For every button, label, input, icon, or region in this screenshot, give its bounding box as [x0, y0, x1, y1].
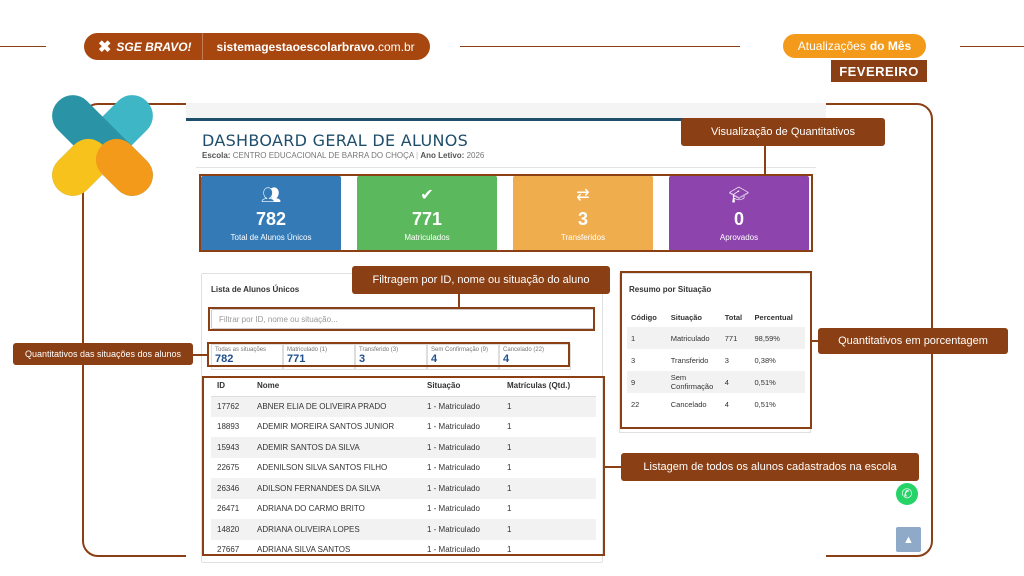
cell-name: ADRIANA SILVA SANTOS — [257, 545, 351, 555]
cell-name: ADEMIR SANTOS DA SILVA — [251, 437, 421, 458]
stat-label: Todas as situações — [215, 347, 267, 353]
cell-count: 1 — [501, 437, 596, 458]
cell-id: 26346 — [211, 478, 251, 499]
cell-id: 22675 — [217, 463, 240, 473]
brand-site-prefix: sistemagestaoescolarbravo — [216, 39, 375, 54]
year-label: Ano Letivo: — [420, 151, 465, 160]
column-header: Total — [724, 312, 743, 322]
cell-percent: 0,38% — [754, 355, 776, 365]
cell-name: ADENILSON SILVA SANTOS FILHO — [257, 463, 388, 473]
brand-bar[interactable] — [84, 33, 430, 60]
callout-quantitativos: Visualização de Quantitativos — [681, 118, 885, 146]
callout-listagem: Listagem de todos os alunos cadastrados na escola — [621, 453, 919, 481]
card-aprovados-label: Aprovados — [719, 233, 759, 242]
updates-badge — [783, 34, 926, 58]
cell-name: ADILSON FERNANDES DA SILVA — [251, 478, 421, 499]
cell-total: 4 — [724, 399, 729, 409]
exchange-icon: ⇄ — [576, 187, 590, 204]
cell-name: ABNER ELIA DE OLIVEIRA PRADO — [251, 396, 421, 417]
cell-total: 4 — [721, 371, 751, 393]
cell-count: 1 — [507, 463, 512, 473]
stat-value: 771 — [287, 353, 306, 365]
brand-logo-badge — [84, 33, 203, 60]
cell-code: 1 — [627, 327, 667, 349]
connector-line — [458, 293, 460, 308]
column-header: Situação — [670, 312, 702, 322]
column-header[interactable]: Matrículas (Qtd.) — [501, 376, 596, 396]
school-info: Escola: CENTRO EDUCACIONAL DE BARRA DO CHOÇA | Ano Letivo: 2026 — [202, 151, 485, 160]
connector-line — [764, 145, 766, 175]
brand-site-suffix: .com.br — [374, 39, 415, 54]
column-header[interactable]: ID — [211, 376, 251, 396]
cell-total: 771 — [721, 327, 751, 349]
stat-value: 4 — [431, 353, 438, 365]
cell-status: Cancelado — [670, 399, 707, 409]
cell-code: 3 — [631, 355, 636, 365]
cell-status: 1 - Matriculado — [421, 478, 501, 499]
graduation-cap-icon: 🎓︎ — [728, 187, 750, 204]
cell-count: 1 — [507, 545, 512, 555]
highlight-filter — [208, 307, 595, 331]
cell-percent: 0,51% — [751, 371, 805, 393]
cell-status: Matriculado — [667, 327, 721, 349]
card-matriculados-value: 771 — [411, 209, 443, 229]
filter-input[interactable]: Filtrar por ID, nome ou situação... — [211, 309, 594, 329]
cell-status: 1 - Matriculado — [421, 396, 501, 417]
card-matriculados-label: Matriculados — [404, 233, 450, 242]
stat-label: Transferido (3) — [359, 347, 399, 353]
highlight-cards — [199, 174, 813, 252]
page-title: DASHBOARD GERAL DE ALUNOS — [202, 131, 469, 150]
highlight-stats — [207, 342, 570, 367]
school-name: CENTRO EDUCACIONAL DE BARRA DO CHOÇA — [232, 151, 414, 160]
cell-count: 1 — [501, 396, 596, 417]
stat-value: 3 — [359, 353, 366, 365]
school-label: Escola: — [202, 151, 231, 160]
cell-count: 1 — [501, 478, 596, 499]
cell-id: 14820 — [211, 519, 251, 540]
callout-filtragem: Filtragem por ID, nome ou situação do aluno — [352, 266, 610, 294]
cell-id: 17762 — [211, 396, 251, 417]
whatsapp-icon[interactable]: ✆ — [896, 483, 918, 505]
check-circle-icon: ✔ — [420, 187, 434, 204]
cell-status: Sem Confirmação — [667, 371, 721, 393]
header-rule-left — [0, 46, 46, 47]
stat-label: Matriculado (1) — [287, 347, 328, 353]
cell-count: 1 — [501, 519, 596, 540]
callout-percentagem: Quantitativos em porcentagem — [818, 328, 1008, 354]
brand-x-icon: ✖ — [98, 38, 112, 56]
stat-value: 4 — [503, 353, 510, 365]
cell-percent: 0,51% — [754, 399, 776, 409]
cell-status: Transferido — [670, 355, 709, 365]
cell-name: ADRIANA OLIVEIRA LOPES — [251, 519, 421, 540]
cell-name: ADRIANA DO CARMO BRITO — [257, 504, 365, 514]
title-divider — [196, 167, 816, 168]
student-list-title: Lista de Alunos Únicos — [211, 285, 300, 294]
cell-status: 1 - Matriculado — [421, 437, 501, 458]
bravo-x-logo-icon — [35, 78, 170, 213]
card-total-value: 782 — [255, 209, 287, 229]
column-header: Percentual — [754, 312, 793, 322]
stat-value: 782 — [215, 353, 234, 365]
highlight-table — [202, 376, 605, 556]
cell-id: 18893 — [217, 422, 240, 432]
cell-status: 1 - Matriculado — [427, 504, 480, 514]
card-transferidos-label: Transferidos — [560, 233, 606, 242]
school-year: 2026 — [466, 151, 485, 160]
cell-id: 26471 — [217, 504, 240, 514]
card-transferidos-value: 3 — [577, 209, 588, 229]
cell-status: 1 - Matriculado — [421, 519, 501, 540]
cell-status: 1 - Matriculado — [427, 463, 480, 473]
stat-label: Sem Confirmação (9) — [431, 347, 489, 353]
month-badge: FEVEREIRO — [831, 60, 927, 82]
cell-percent: 98,59% — [751, 327, 805, 349]
header-rule-middle — [460, 46, 740, 47]
cell-name: ADEMIR MOREIRA SANTOS JUNIOR — [257, 422, 395, 432]
cell-total: 3 — [724, 355, 729, 365]
cell-count: 1 — [507, 422, 512, 432]
card-aprovados-value: 0 — [733, 209, 744, 229]
column-header: Código — [631, 312, 657, 322]
users-icon: 👥︎ — [260, 187, 282, 204]
updates-label-bold: do Mês — [869, 39, 912, 53]
cell-status: 1 - Matriculado — [427, 545, 480, 555]
column-header[interactable]: Nome — [251, 376, 421, 396]
connector-line — [604, 466, 622, 468]
cell-status: 1 - Matriculado — [427, 422, 480, 432]
card-total-label: Total de Alunos Únicos — [230, 233, 312, 242]
callout-situacoes: Quantitativos das situações dos alunos — [13, 343, 193, 365]
cell-id: 15943 — [211, 437, 251, 458]
header-rule-right — [960, 46, 1024, 47]
cell-code: 9 — [627, 371, 667, 393]
cell-id: 27667 — [217, 545, 240, 555]
column-header[interactable]: Situação — [421, 376, 501, 396]
cell-code: 22 — [631, 399, 640, 409]
brand-site-link[interactable] — [203, 40, 415, 54]
cell-count: 1 — [507, 504, 512, 514]
brand-name: SGE BRAVO! — [116, 39, 192, 54]
connector-line — [192, 354, 208, 356]
highlight-summary — [620, 271, 812, 429]
updates-label: Atualizações — [797, 39, 866, 53]
scroll-to-top-button[interactable]: ▲ — [896, 527, 921, 552]
summary-title: Resumo por Situação — [629, 285, 712, 294]
stat-label: Cancelado (22) — [503, 347, 545, 353]
